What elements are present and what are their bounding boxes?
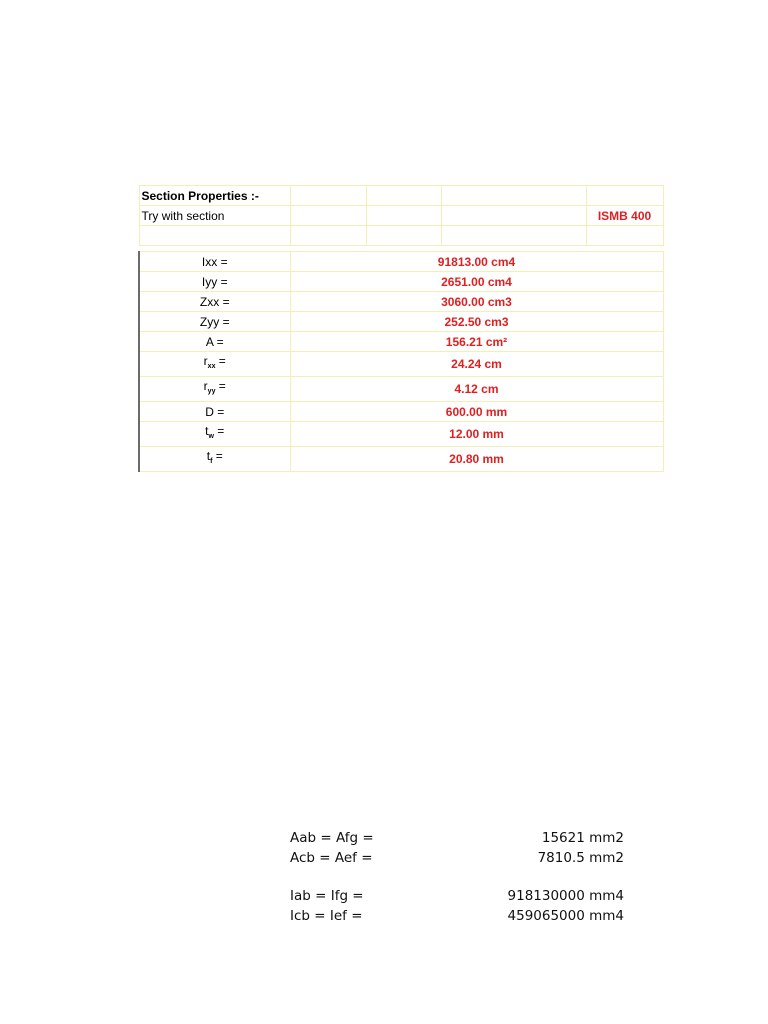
property-row: [139, 352, 663, 377]
calc-value: 918130000 mm4: [507, 888, 624, 904]
property-value: 156.21 cm²: [290, 332, 663, 352]
property-value: 252.50 cm3: [290, 312, 663, 332]
property-value: 91813.00 cm4: [290, 252, 663, 272]
calc-value: 15621 mm2: [541, 830, 624, 846]
property-label: $t_f$ =: [139, 447, 290, 472]
calc-row: [290, 850, 624, 870]
property-row: [139, 272, 663, 292]
calc-value: 7810.5 mm2: [537, 850, 624, 866]
property-row: [139, 422, 663, 447]
calc-value: 459065000 mm4: [507, 908, 624, 924]
property-value: 20.80 mm: [290, 447, 663, 472]
calc-row: [290, 888, 624, 908]
calc-row: [290, 830, 624, 850]
property-row: [139, 447, 663, 472]
property-row: [139, 402, 663, 422]
property-row: [139, 252, 663, 272]
calc-label: Acb = Aef =: [290, 850, 373, 866]
calc-label: Iab = Ifg =: [290, 888, 364, 904]
property-label: Zyy =: [139, 312, 290, 332]
property-row: [139, 332, 663, 352]
calc-row: [290, 908, 624, 928]
section-properties-title: Section Properties :-: [139, 186, 290, 206]
property-label: $r_{xx}$ =: [139, 352, 290, 377]
property-value: 4.12 cm: [290, 377, 663, 402]
property-value: 600.00 mm: [290, 402, 663, 422]
try-with-section-label: Try with section: [139, 206, 290, 226]
property-row: [139, 312, 663, 332]
property-label: Zxx =: [139, 292, 290, 312]
property-row: [139, 292, 663, 312]
property-label: $r_{yy}$ =: [139, 377, 290, 402]
section-properties-table: [138, 185, 664, 472]
property-value: 2651.00 cm4: [290, 272, 663, 292]
property-label: Ixx =: [139, 252, 290, 272]
property-label: A =: [139, 332, 290, 352]
property-value: 12.00 mm: [290, 422, 663, 447]
property-label: D =: [139, 402, 290, 422]
property-value: 24.24 cm: [290, 352, 663, 377]
property-label: $t_w$ =: [139, 422, 290, 447]
calc-label: Icb = Ief =: [290, 908, 363, 924]
section-name-value: ISMB 400: [586, 206, 663, 226]
property-value: 3060.00 cm3: [290, 292, 663, 312]
property-row: [139, 377, 663, 402]
calc-label: Aab = Afg =: [290, 830, 374, 846]
property-label: Iyy =: [139, 272, 290, 292]
